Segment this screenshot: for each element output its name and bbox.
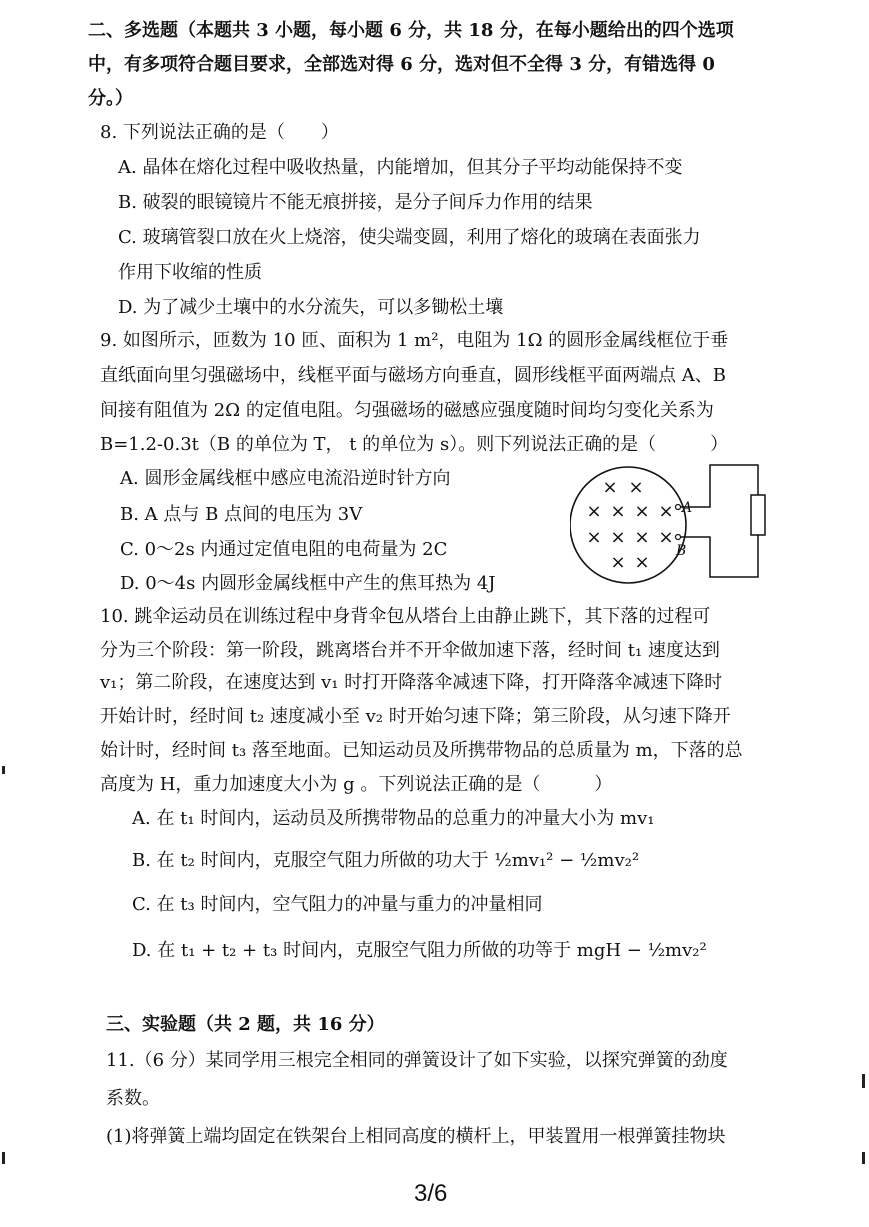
q9-option-b: B. A 点与 B 点间的电压为 3V bbox=[120, 504, 363, 525]
q10-stem-line-4: 开始计时，经时间 t₂ 速度减小至 v₂ 时开始匀速下降；第三阶段，从匀速下降开 bbox=[100, 706, 731, 727]
label-b: B bbox=[676, 543, 687, 559]
q10-stem-line-1: 10. 跳伞运动员在训练过程中身背伞包从塔台上由静止跳下，其下落的过程可 bbox=[100, 606, 711, 627]
q9-stem-line-3: 间接有阻值为 2Ω 的定值电阻。匀强磁场的磁感应强度随时间均匀变化关系为 bbox=[100, 400, 714, 421]
field-x-mark: × bbox=[610, 527, 626, 548]
section2-header-line-2: 中，有多项符合题目要求，全部选对得 6 分，选对但不全得 3 分，有错选得 0 bbox=[88, 54, 715, 75]
q8-option-d: D. 为了减少土壤中的水分流失，可以多锄松土壤 bbox=[118, 297, 504, 318]
q10-option-c: C. 在 t₃ 时间内，空气阻力的冲量与重力的冲量相同 bbox=[132, 894, 543, 915]
field-x-mark: × bbox=[586, 501, 602, 522]
magnetic-field-marks bbox=[586, 477, 673, 573]
field-x-mark: × bbox=[658, 501, 674, 522]
q10-option-a: A. 在 t₁ 时间内，运动员及所携带物品的总重力的冲量大小为 mv₁ bbox=[132, 808, 655, 829]
scan-mark-right bbox=[862, 1074, 865, 1088]
q10-option-b: B. 在 t₂ 时间内，克服空气阻力所做的功大于 ½mv₁² − ½mv₂² bbox=[132, 850, 640, 871]
q8-stem: 8. 下列说法正确的是（ ） bbox=[100, 122, 339, 143]
section2-header-line-1: 二、多选题（本题共 3 小题，每小题 6 分，共 18 分，在每小题给出的四个选项 bbox=[88, 20, 734, 41]
q9-stem-line-4: B=1.2-0.3t（B 的单位为 T， t 的单位为 s）。则下列说法正确的是（ ） bbox=[100, 434, 729, 455]
page-number: 3/6 bbox=[414, 1180, 448, 1207]
q11-line-2: 系数。 bbox=[106, 1088, 160, 1109]
q8-option-b: B. 破裂的眼镜镜片不能无痕拼接，是分子间斥力作用的结果 bbox=[118, 192, 593, 213]
q8-option-c-cont: 作用下收缩的性质 bbox=[118, 262, 262, 283]
field-x-mark: × bbox=[634, 501, 650, 522]
field-x-mark: × bbox=[610, 552, 626, 573]
q10-stem-line-5: 始计时，经时间 t₃ 落至地面。已知运动员及所携带物品的总质量为 m，下落的总 bbox=[100, 740, 743, 761]
q11-line-1: 11.（6 分）某同学用三根完全相同的弹簧设计了如下实验，以探究弹簧的劲度 bbox=[106, 1050, 728, 1071]
label-a: A bbox=[682, 500, 693, 516]
scan-mark-left bbox=[2, 766, 5, 774]
q10-stem-line-2: 分为三个阶段：第一阶段，跳离塔台并不开伞做加速下落，经时间 t₁ 速度达到 bbox=[100, 640, 720, 661]
q11-line-3: (1)将弹簧上端均固定在铁架台上相同高度的横杆上，甲装置用一根弹簧挂物块 bbox=[106, 1126, 726, 1147]
q8-option-c: C. 玻璃管裂口放在火上烧溶，使尖端变圆，利用了熔化的玻璃在表面张力 bbox=[118, 227, 701, 248]
q9-option-d: D. 0～4s 内圆形金属线框中产生的焦耳热为 4J bbox=[120, 573, 496, 594]
field-x-mark: × bbox=[610, 501, 626, 522]
q9-option-c: C. 0～2s 内通过定值电阻的电荷量为 2C bbox=[120, 539, 448, 560]
field-x-mark: × bbox=[628, 477, 644, 498]
section2-header-line-3: 分。） bbox=[88, 88, 133, 109]
resistor bbox=[751, 495, 765, 535]
point-b-dot bbox=[676, 535, 681, 540]
field-x-mark: × bbox=[586, 527, 602, 548]
field-x-mark: × bbox=[602, 477, 618, 498]
q9-option-a: A. 圆形金属线框中感应电流沿逆时针方向 bbox=[120, 468, 451, 489]
q9-stem-line-2: 直纸面向里匀强磁场中，线框平面与磁场方向垂直，圆形线框平面两端点 A、B bbox=[100, 365, 726, 386]
field-x-mark: × bbox=[658, 527, 674, 548]
q10-stem-line-6: 高度为 H，重力加速度大小为 g 。下列说法正确的是（ ） bbox=[100, 774, 613, 795]
field-x-mark: × bbox=[634, 552, 650, 573]
q10-option-d: D. 在 t₁ + t₂ + t₃ 时间内，克服空气阻力所做的功等于 mgH − ½mv₂² bbox=[132, 940, 707, 961]
field-x-mark: × bbox=[634, 527, 650, 548]
section3-header: 三、实验题（共 2 题，共 16 分） bbox=[106, 1014, 385, 1035]
scan-mark-right-bottom bbox=[862, 1152, 865, 1164]
q9-circuit-figure bbox=[570, 455, 790, 595]
point-a-dot bbox=[676, 505, 681, 510]
q8-option-a: A. 晶体在熔化过程中吸收热量，内能增加，但其分子平均动能保持不变 bbox=[118, 157, 683, 178]
q9-stem-line-1: 9. 如图所示，匝数为 10 匝、面积为 1 m²，电阻为 1Ω 的圆形金属线框位于垂 bbox=[100, 330, 729, 351]
wire-bottom bbox=[680, 535, 758, 577]
q10-stem-line-3: v₁；第二阶段，在速度达到 v₁ 时打开降落伞减速下降，打开降落伞减速下降时 bbox=[100, 672, 723, 693]
scan-mark-left-bottom bbox=[2, 1152, 5, 1164]
